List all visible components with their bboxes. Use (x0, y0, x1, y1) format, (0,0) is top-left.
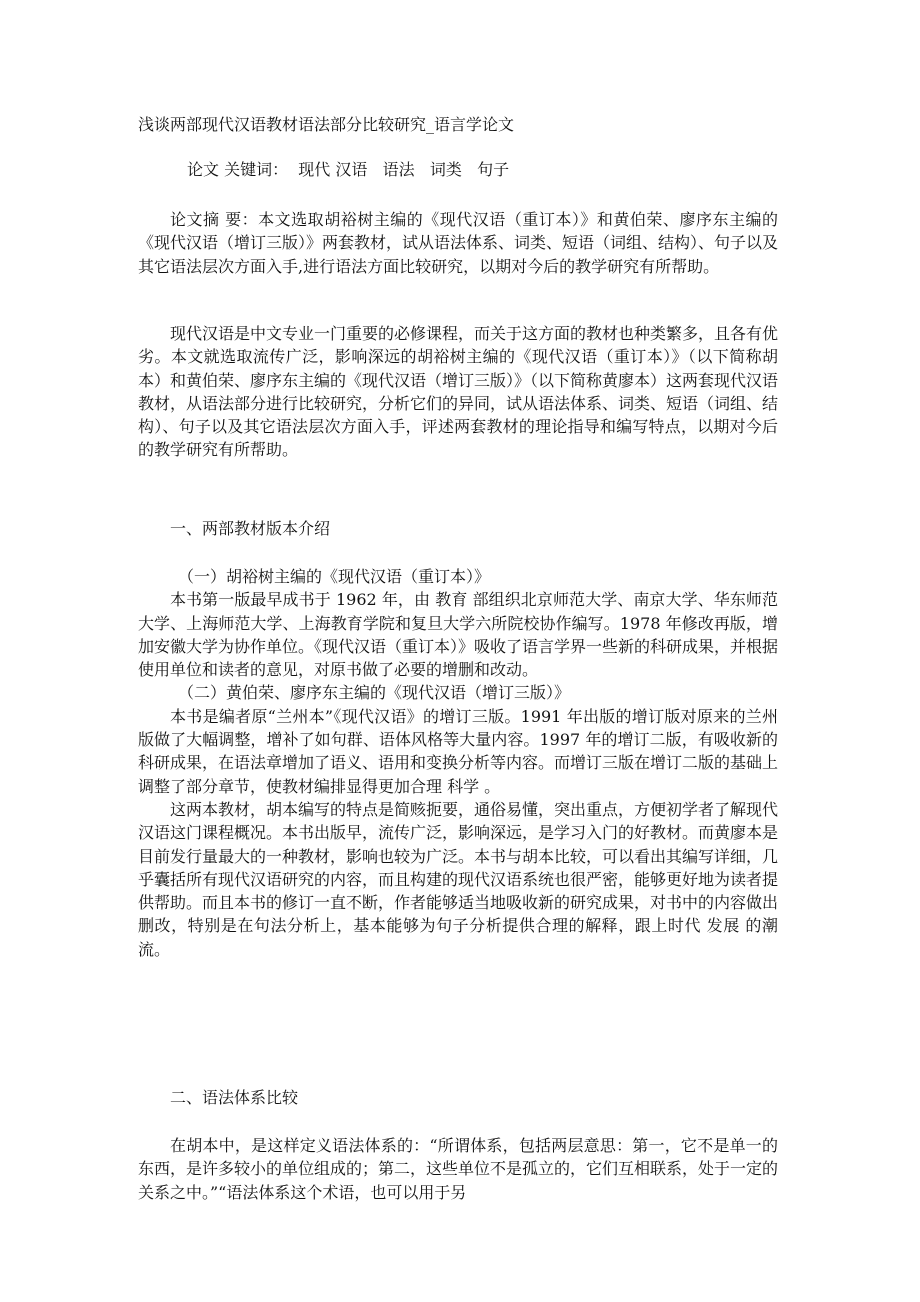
abstract-block (138, 208, 778, 278)
section2-paragraph: 在胡本中，是这样定义语法体系的：“所谓体系，包括两层意思：第一，它不是单一的东西，是许多较小的单位组成的；第二，这些单位不是孤立的，它们互相联系，处于一定的关系之中。”“语法体系这个术语，也可以用于另 (138, 1136, 779, 1202)
subsection-heading-2: （二）黄伯荣、廖序东主编的《现代汉语（增订三版）》 (178, 683, 571, 703)
comparison-paragraph: 这两本教材，胡本编写的特点是简赅扼要，通俗易懂，突出重点，方便初学者了解现代汉语这门课程概况。本书出版早，流传广泛，影响深远，是学习入门的好教材。而黄廖本是目前发行量最大的一种教材，影响也较为广泛。本书与胡本比较，可以看出其编写详细，几乎囊括所有现代汉语研究的内容，而且构建的现代汉语系统也很严密，能够更好地为读者提供帮助。而且本书的修订一直不断，作者能够适当地吸收新的研究成果，对书中的内容做出删改，特别是在句法分析上，基本能够为句子分析提供合理的解释，跟上时代 发展 的潮流。 (138, 799, 779, 959)
section2-body (138, 1134, 778, 1204)
subsection-heading-1: （一）胡裕树主编的《现代汉语（重订本）》 (178, 567, 491, 586)
intro-paragraph: 现代汉语是中文专业一门重要的必修课程，而关于这方面的教材也种类繁多，且各有优劣。本文就选取流传广泛，影响深远的胡裕树主编的《现代汉语（重订本）》（以下简称胡本）和黄伯荣、廖序东主编的《现代汉语（增订三版）》（以下简称黄廖本）这两套现代汉语教材，从语法部分进行比较研究，分析它们的异同，试从语法体系、词类、短语（词组、结构）、句子以及其它语法层次方面入手，评述两套教材的理论指导和编写特点，以期对今后的教学研究有所帮助。 (138, 324, 779, 460)
abstract-paragraph: 论文摘 要：本文选取胡裕树主编的《现代汉语（重订本）》和黄伯荣、廖序东主编的《现代汉语（增订三版）》两套教材，试从语法体系、词类、短语（词组、结构）、句子以及其它语法层次方面入手,进行语法方面比较研究，以期对今后的教学研究有所帮助。 (138, 210, 779, 276)
section1-body (138, 565, 778, 961)
keywords-line: 论文 关键词： 现代 汉语 语法 词类 句子 (187, 160, 510, 179)
subsection2-paragraph: 本书是编者原“兰州本”《现代汉语》的增订三版。1991 年出版的增订版对原来的兰州版做了大幅调整，增补了如句群、语体风格等大量内容。1997 年的增订二版，有吸收新的科研成果，在语法章增加了语义、语用和变换分析等内容。而增订三版在增订二版的基础上调整了部分章节，使教材编排显得更加合理 科学 。 (138, 706, 779, 796)
intro-block (138, 322, 778, 462)
subsection1-paragraph: 本书第一版最早成书于 1962 年，由 教育 部组织北京师范大学、南京大学、华东师范大学、上海师范大学、上海教育学院和复旦大学六所院校协作编写。1978 年修改再版，增加安徽大学为协作单位。《现代汉语（重订本）》吸收了语言学界一些新的科研成果，并根据使用单位和读者的意见，对原书做了必要的增删和改动。 (138, 590, 779, 680)
document-title: 浅谈两部现代汉语教材语法部分比较研究_语言学论文 (138, 115, 515, 134)
section-heading-2: 二、语法体系比较 (170, 1088, 299, 1107)
section-heading-1: 一、两部教材版本介绍 (170, 519, 331, 538)
